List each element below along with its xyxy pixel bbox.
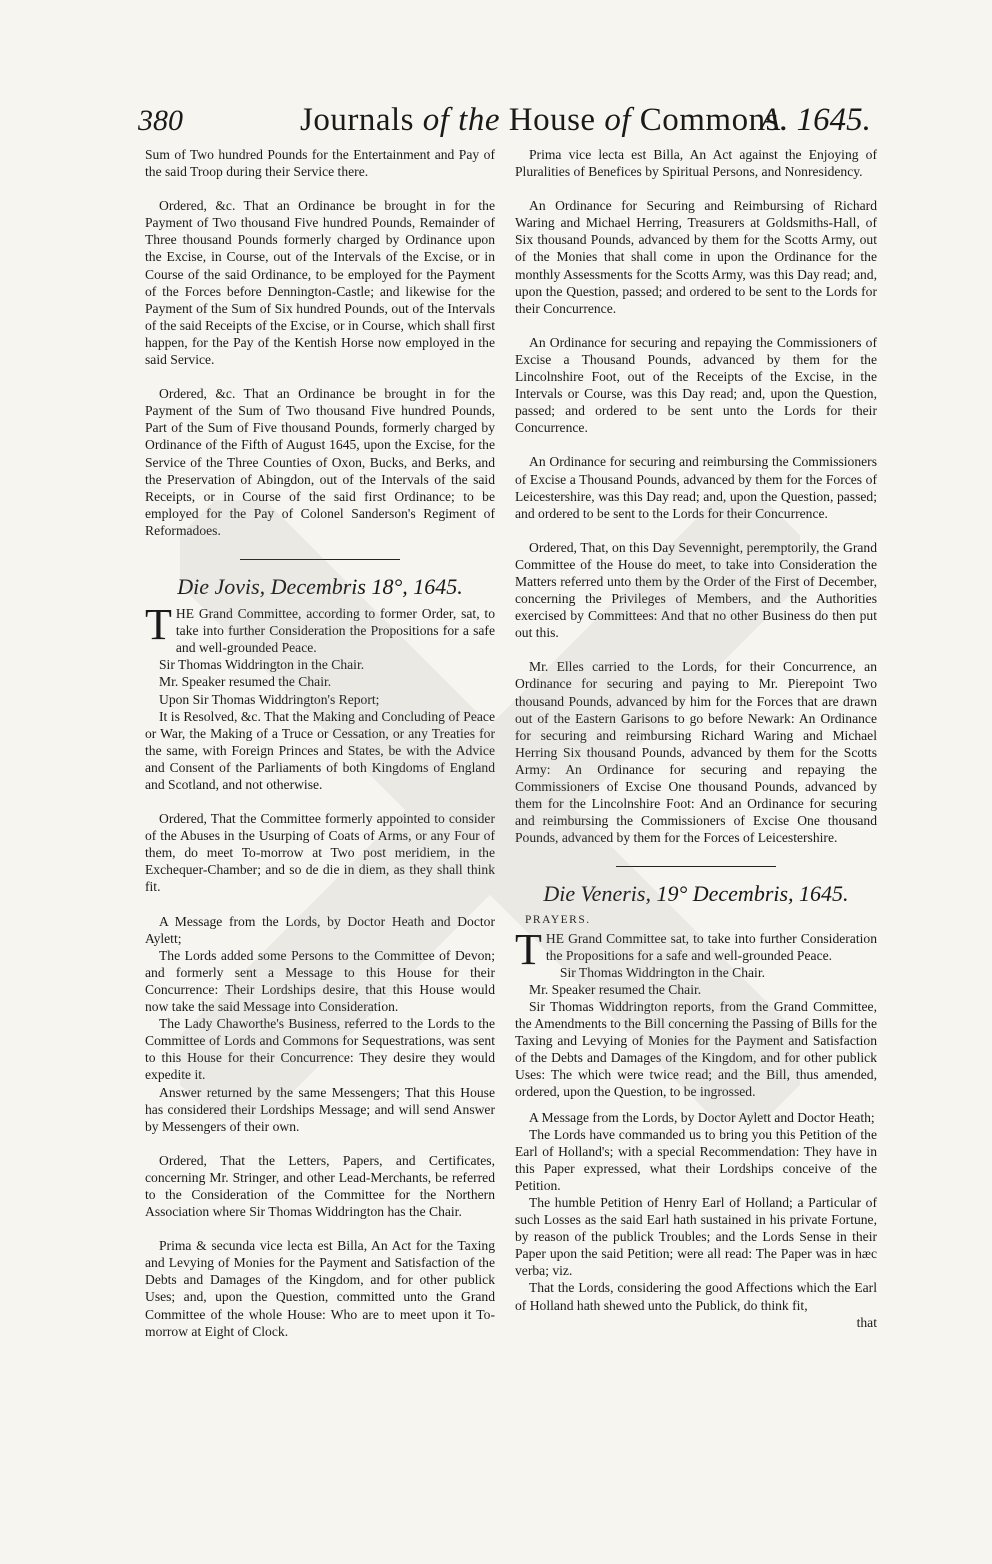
paragraph: Mr. Speaker resumed the Chair. (529, 981, 702, 997)
paragraph: An Ordinance for securing and repaying the Commissioners of Excise a Thousand Pounds, advanced by them for the Lincolnshire Foot, out of the Receipts of the Excise, in the Intervals or Course, was this Day read; and, upon the Question, passed; and ordered to be sent unto the Lords for their Concurrence. (515, 334, 877, 436)
paragraph: Sir Thomas Widdrington in the Chair. (559, 964, 766, 980)
paragraph: It is Resolved, &c. That the Making and Concluding of Peace or War, the Making of a Truce or Cessation, or any Treaties for the same, with Foreign Princes and States, be with the Advice and Consent of the Parliaments of both Kingdoms of England and Scotland, and not otherwise. (145, 708, 495, 792)
day-heading: Die Veneris, 19° Decembris, 1645. (543, 881, 849, 907)
paragraph: An Ordinance for Securing and Reimbursing of Richard Waring and Michael Herring, Treasurers at Goldsmiths-Hall, of Six thousand Pounds, advanced by them for the Scotts Army, out of the Monies that shall come in upon the Ordinance for the monthly Assessments for the Scotts Army, was this Day read; and, upon the Question, passed; and ordered to be sent to the Lords for their Concurrence. (515, 198, 877, 316)
paragraph: A Message from the Lords, by Doctor Heath and Doctor Aylett; (145, 913, 495, 946)
drop-cap: T (145, 600, 172, 650)
day-heading: Die Jovis, Decembris 18°, 1645. (177, 573, 463, 599)
paragraph: Prima & secunda vice lecta est Billa, An Act for the Taxing and Levying of Monies for the Payment and Satisfaction of the Debts and Damages of the Kingdom, and for other publick Uses; and, upon the Question, committed unto the Grand Committee of the whole House: Who are to meet upon it To-morrow at Eight of Clock. (145, 1238, 495, 1339)
paragraph: The Lady Chaworthe's Business, referred to the Lords to the Committee of Lords and Commons for Sequestrations, was sent to this House for their Concurrence: They desire they would expedite it. (145, 1016, 495, 1083)
drop-cap: T (515, 924, 542, 974)
paragraph: T HE Grand Committee sat, to take into further Consideration the Propositions for a safe and well-grounded Peace. (515, 924, 877, 974)
section-divider (616, 866, 776, 867)
paragraph: The Lords added some Persons to the Committee of Devon; and formerly sent a Message to this House for their Concurrence: Their Lordships desire, that this House would now take the said Message into Consideration. (145, 947, 495, 1015)
paragraph: A Message from the Lords, by Doctor Aylett and Doctor Heath; (529, 1109, 875, 1125)
paragraph: Mr. Speaker resumed the Chair. (159, 674, 332, 690)
page-number: 380 (138, 104, 183, 137)
paragraph: Ordered, That the Letters, Papers, and Certificates, concerning Mr. Stringer, and other Lead-Merchants, be referred to the Consideration of the Committee for the Northern Association where Sir Thomas Widdrington has the Chair. (145, 1152, 495, 1220)
paragraph: The Lords have commanded us to bring you this Petition of the Earl of Holland's; with a special Recommendation: They have in this Paper expressed, what their Lordships conceive of the Petition. (515, 1126, 877, 1193)
running-header (0, 96, 992, 146)
paragraph: Upon Sir Thomas Widdrington's Report; (159, 691, 380, 707)
right-column (515, 146, 877, 1331)
paragraph: Answer returned by the same Messengers; That this House has considered their Lordships Message; and will send Answer by Messengers of their own. (145, 1084, 495, 1134)
paragraph: Ordered, That the Committee formerly appointed to consider of the Abuses in the Usurping of Coats of Arms, or any Four of them, do meet To-morrow at Two post meridiem, in the Exchequer-Chamber; and so de die in diem, as they shall think fit. (145, 811, 495, 895)
catchword: that (856, 1314, 877, 1330)
section-divider (240, 559, 400, 560)
paragraph: Ordered, &c. That an Ordinance be brought in for the Payment of the Sum of Two thousand Five hundred Pounds, Part of the Sum of Five thousand Pounds, formerly charged by Ordinance of the Fifth of August 1645, upon the Excise, for the Service of the Three Counties of Oxon, Bucks, and Berks, and the Preservation of Abingdon, out of the Intervals of the said Receipts, or in Course of the said first Ordinance; to be employed for the Pay of Colonel Sanderson's Regiment of Reformadoes. (145, 386, 495, 538)
paragraph: Mr. Elles carried to the Lords, for their Concurrence, an Ordinance for securing and paying to Mr. Pierepoint Two thousand Pounds, advanced by him for the Forces that are drawn out of the Eastern Garisons to go before Newark: An Ordinance for securing and reimbursing Richard Waring and Michael Herring Six thousand Pounds, advanced by them for the Scotts Army: An Ordinance for securing and repaying the Commissioners of Excise One thousand Pounds, advanced by them for the Lincolnshire Foot: And an Ordinance for securing and reimbursing the Commissioners of Excise One thousand Pounds, advanced by them for the Forces of Leicestershire. (515, 659, 877, 846)
paragraph: Sir Thomas Widdrington in the Chair. (159, 657, 365, 673)
paragraph: An Ordinance for securing and reimbursing the Commissioners of Excise a Thousand Pounds, advanced by them for the Forces of Leicestershire, was this Day read; and, upon the Question, passed; and ordered to be sent to the Lords for their Concurrence. (515, 454, 877, 521)
paragraph: Ordered, &c. That an Ordinance be brought in for the Payment of Two thousand Five hundred Pounds, Remainder of Three thousand Pounds formerly charged by Ordinance upon the Excise, in Course, out of the Intervals of the Excise, or in Course of the said Ordinance, to be employed for the Payment of the Forces before Dennington-Castle; and likewise for the Payment of the Sum of Six hundred Pounds, out of the Intervals of the said Receipts of the Excise, or in Course, which shall first happen, for the Pay of the Kentish Horse now employed in the said Service. (145, 198, 495, 368)
paragraph: Prima vice lecta est Billa, An Act against the Enjoying of Pluralities of Benefices by Spiritual Persons, and Nonresidency. (515, 147, 877, 180)
paragraph: That the Lords, considering the good Affections which the Earl of Holland hath shewed unto the Publick, do think fit, (515, 1280, 877, 1313)
paragraph: Sir Thomas Widdrington reports, from the Grand Committee, the Amendments to the Bill concerning the Passing of Bills for the Taxing and Levying of Monies for the Payment and Satisfaction of the Debts and Damages of the Kingdom, and for other publick Uses: The which were twice read; and the Bill, thus amended, ordered, upon the Question, to be ingrossed. (515, 998, 877, 1100)
paragraph: Ordered, That, on this Day Sevennight, peremptorily, the Grand Committee of the House do meet, to take into Consideration the Matters referred unto them by the Order of the First of December, concerning the Privileges of Members, and the Authorities exercised by Committees: And that no other Business do then put out this. (515, 539, 877, 641)
running-year: A. 1645. (760, 102, 871, 138)
paragraph: The humble Petition of Henry Earl of Holland; a Particular of such Losses as the said Earl hath sustained in his private Fortune, by reason of the publick Troubles; and the Lords Sense in their Paper upon the said Petition; were all read: The Paper was in hæc verba; viz. (515, 1194, 877, 1279)
running-title: Journals of the House of Commons. (300, 102, 788, 138)
paragraph: T HE Grand Committee, according to former Order, sat, to take into further Consideration the Propositions for a safe and well-grounded Peace. (145, 600, 495, 656)
paragraph: Sum of Two hundred Pounds for the Entertainment and Pay of the said Troop during their Service there. (145, 147, 495, 180)
left-column (145, 146, 495, 1340)
prayers-label: PRAYERS. (525, 914, 591, 927)
